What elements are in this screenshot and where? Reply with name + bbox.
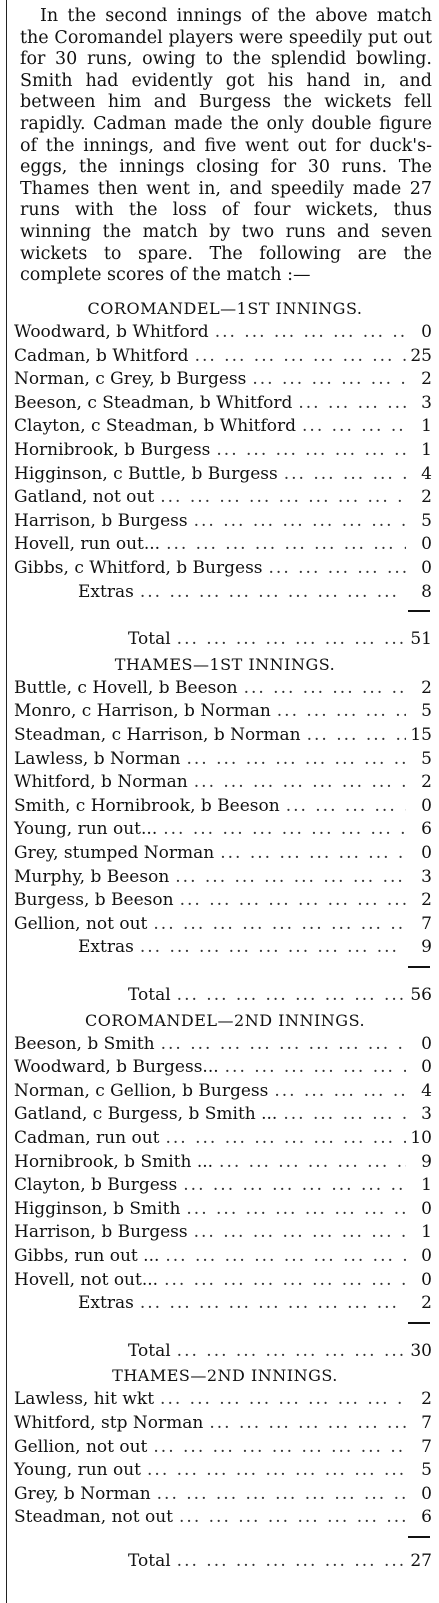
- leader-dots: [209, 321, 406, 344]
- score-row: [14, 889, 432, 912]
- leader-dots: [238, 677, 406, 700]
- runs-value: 9: [421, 937, 432, 958]
- runs-value: 0: [421, 1269, 432, 1290]
- batsman-name: Lawless, hit wkt: [14, 1389, 155, 1410]
- batsman-name: Gellion, not out: [14, 913, 148, 934]
- batsman-name: Hornibrook, b Smith ...: [14, 1151, 214, 1172]
- batsman-name: Harrison, b Burgess: [14, 510, 188, 531]
- total-rule: [408, 1536, 430, 1538]
- total-row: [14, 984, 432, 1007]
- runs-value: 2: [421, 772, 432, 793]
- runs-value: 0: [421, 795, 432, 816]
- leader-dots: [141, 1459, 406, 1482]
- leader-dots: [292, 392, 406, 415]
- leader-dots: [301, 724, 406, 747]
- score-row: [14, 1056, 432, 1079]
- leader-dots: [171, 984, 406, 1007]
- leader-dots: [180, 1198, 406, 1221]
- total-rule: [408, 966, 430, 968]
- batsman-name: Murphy, b Beeson: [14, 866, 170, 887]
- runs-value: 0: [421, 322, 432, 342]
- runs-value: 0: [421, 1483, 432, 1504]
- runs-value: 15: [410, 725, 432, 745]
- leader-dots: [171, 628, 406, 651]
- runs-value: 5: [421, 701, 432, 722]
- newspaper-column: [6, 0, 432, 1603]
- leader-dots: [246, 368, 406, 391]
- runs-value: 5: [421, 1460, 432, 1481]
- leader-dots: [219, 1056, 406, 1079]
- score-row: [14, 415, 432, 438]
- leader-dots: [157, 818, 406, 841]
- batsman-name: Norman, c Gellion, b Burgess: [14, 1080, 269, 1101]
- total-row: [14, 1550, 432, 1573]
- leader-dots: [171, 1550, 406, 1573]
- runs-value: 2: [421, 487, 432, 508]
- score-row: [14, 1459, 432, 1482]
- leader-dots: [189, 345, 406, 368]
- innings-heading: THAMES—2ND INNINGS.: [112, 1366, 338, 1386]
- runs-value: 10: [410, 1128, 432, 1148]
- score-row: [14, 321, 432, 344]
- score-row: [14, 818, 432, 841]
- score-row: [14, 1127, 432, 1150]
- leader-dots: [147, 1436, 406, 1459]
- leader-dots: [151, 1483, 406, 1506]
- runs-value: 6: [421, 1507, 432, 1528]
- batsman-name: Monro, c Harrison, b Norman: [14, 701, 271, 722]
- batsman-name: Gibbs, run out ...: [14, 1246, 160, 1266]
- runs-value: 2: [421, 369, 432, 390]
- leader-dots: [160, 533, 406, 556]
- extras-row: [14, 581, 432, 604]
- score-row: [14, 368, 432, 391]
- leader-dots: [296, 415, 406, 438]
- leader-dots: [159, 1127, 406, 1150]
- runs-value: 0: [421, 558, 432, 578]
- score-row: [14, 439, 432, 462]
- leader-dots: [188, 771, 406, 794]
- match-report: [20, 6, 432, 287]
- score-row: [14, 463, 432, 486]
- score-row: [14, 486, 432, 509]
- leader-dots: [214, 842, 406, 865]
- score-row: [14, 557, 432, 580]
- score-row: [14, 1221, 432, 1244]
- leader-dots: [180, 748, 406, 771]
- runs-value: 2: [421, 1293, 432, 1314]
- batsman-name: Steadman, c Harrison, b Norman: [14, 725, 301, 745]
- leader-dots: [174, 889, 406, 912]
- score-row: [14, 510, 432, 533]
- leader-dots: [210, 439, 406, 462]
- innings-heading: COROMANDEL—1ST INNINGS.: [87, 299, 363, 318]
- leader-dots: [158, 1269, 406, 1292]
- runs-value: 3: [421, 866, 432, 887]
- runs-value: 1: [421, 440, 432, 460]
- report-paragraph: In the second innings of the above match the Coromandel players were speedily put out for 30 runs, owing to the splendid bowling. Smith had evidently got his hand in, and between him and Burgess the wickets fell rapidly. Cadman made the only double figure of the innings, and five went out for duck's-eggs, the innings closing for 30 runs. The Thames then went in, and speedily made 27 runs with the loss of four wickets, thus winning the match by two runs and seven wickets to spare. The following are the complete scores of the match :—: [20, 6, 432, 286]
- total-rule: [408, 1322, 430, 1324]
- score-row: [14, 1080, 432, 1103]
- batsman-name: Grey, b Norman: [14, 1483, 151, 1504]
- score-row: [14, 345, 432, 368]
- batsman-name: Whitford, stp Norman: [14, 1413, 204, 1433]
- batsman-name: Lawless, b Norman: [14, 748, 181, 769]
- batsman-name: Extras: [78, 937, 134, 958]
- leader-dots: [155, 1033, 406, 1056]
- runs-value: 27: [410, 1551, 432, 1571]
- leader-dots: [280, 795, 406, 818]
- batsman-name: Total: [128, 1551, 171, 1571]
- runs-value: 8: [421, 581, 432, 602]
- batsman-name: Total: [128, 1340, 171, 1361]
- runs-value: 3: [421, 392, 432, 413]
- batsman-name: Cadman, run out: [14, 1128, 160, 1148]
- total-row: [14, 1340, 432, 1363]
- runs-value: 0: [421, 1198, 432, 1219]
- batsman-name: Woodward, b Burgess...: [14, 1057, 219, 1078]
- batsman-name: Gibbs, c Whitford, b Burgess: [14, 558, 263, 578]
- runs-value: 5: [421, 748, 432, 769]
- batsman-name: Hornibrook, b Burgess: [14, 440, 211, 460]
- batsman-name: Total: [128, 985, 171, 1005]
- score-row: [14, 842, 432, 865]
- score-row: [14, 1245, 432, 1268]
- runs-value: 4: [421, 1080, 432, 1101]
- leader-dots: [278, 463, 406, 486]
- runs-value: 0: [421, 1057, 432, 1078]
- leader-dots: [159, 1245, 406, 1268]
- score-row: [14, 677, 432, 700]
- innings-heading: THAMES—1ST INNINGS.: [114, 654, 336, 674]
- batsman-name: Young, run out: [14, 1460, 142, 1481]
- extras-row: [14, 1292, 432, 1315]
- runs-value: 25: [410, 345, 432, 366]
- runs-value: 51: [410, 629, 432, 650]
- score-row: [14, 913, 432, 936]
- extras-row: [14, 936, 432, 959]
- leader-dots: [134, 1292, 406, 1315]
- batsman-name: Hovell, not out...: [14, 1269, 159, 1290]
- batsman-name: Young, run out...: [14, 819, 158, 840]
- score-row: [14, 1412, 432, 1435]
- batsman-name: Harrison, b Burgess: [14, 1222, 188, 1243]
- runs-value: 2: [421, 1389, 432, 1410]
- leader-dots: [154, 1388, 406, 1411]
- batsman-name: Smith, c Hornibrook, b Beeson: [14, 795, 280, 816]
- leader-dots: [213, 1151, 406, 1174]
- score-row: [14, 1506, 432, 1529]
- batsman-name: Woodward, b Whitford: [14, 322, 209, 342]
- score-row: [14, 1033, 432, 1056]
- leader-dots: [147, 913, 406, 936]
- runs-value: 6: [421, 819, 432, 840]
- batsman-name: Higginson, b Smith: [14, 1198, 181, 1219]
- batsman-name: Cadman, b Whitford: [14, 345, 189, 366]
- score-row: [14, 1198, 432, 1221]
- runs-value: 1: [421, 416, 432, 437]
- leader-dots: [173, 1506, 406, 1529]
- score-row: [14, 748, 432, 771]
- runs-value: 4: [421, 463, 432, 484]
- leader-dots: [177, 1174, 406, 1197]
- runs-value: 7: [421, 913, 432, 934]
- score-row: [14, 1436, 432, 1459]
- leader-dots: [154, 486, 406, 509]
- column-rule: [6, 0, 7, 1603]
- score-row: [14, 1388, 432, 1411]
- batsman-name: Higginson, c Buttle, b Burgess: [14, 463, 278, 484]
- runs-value: 0: [421, 534, 432, 555]
- runs-value: 0: [421, 1246, 432, 1266]
- batsman-name: Hovell, run out...: [14, 534, 161, 555]
- leader-dots: [188, 510, 406, 533]
- runs-value: 5: [421, 510, 432, 531]
- leader-dots: [171, 1340, 406, 1363]
- runs-value: 0: [421, 843, 432, 863]
- batsman-name: Gatland, c Burgess, b Smith ...: [14, 1104, 278, 1125]
- batsman-name: Clayton, b Burgess: [14, 1175, 178, 1196]
- runs-value: 2: [421, 890, 432, 911]
- score-row: [14, 1174, 432, 1197]
- total-rule: [408, 610, 430, 612]
- batsman-name: Steadman, not out: [14, 1507, 174, 1528]
- batsman-name: Grey, stumped Norman: [14, 843, 215, 863]
- score-row: [14, 533, 432, 556]
- batsman-name: Extras: [78, 581, 134, 602]
- score-row: [14, 1269, 432, 1292]
- batsman-name: Total: [128, 629, 171, 650]
- leader-dots: [134, 581, 406, 604]
- batsman-name: Burgess, b Beeson: [14, 890, 174, 911]
- leader-dots: [271, 700, 406, 723]
- runs-value: 9: [421, 1151, 432, 1172]
- score-row: [14, 724, 432, 747]
- runs-value: 7: [421, 1436, 432, 1457]
- runs-value: 30: [410, 1340, 432, 1361]
- batsman-name: Buttle, c Hovell, b Beeson: [14, 677, 238, 698]
- leader-dots: [169, 866, 406, 889]
- batsman-name: Norman, c Grey, b Burgess: [14, 369, 247, 390]
- score-row: [14, 392, 432, 415]
- runs-value: 1: [421, 1175, 432, 1196]
- leader-dots: [134, 936, 406, 959]
- score-row: [14, 795, 432, 818]
- batsman-name: Beeson, c Steadman, b Whitford: [14, 392, 293, 413]
- runs-value: 3: [421, 1104, 432, 1125]
- batsman-name: Gatland, not out: [14, 487, 155, 508]
- leader-dots: [277, 1103, 406, 1126]
- leader-dots: [188, 1221, 406, 1244]
- score-row: [14, 771, 432, 794]
- batsman-name: Beeson, b Smith: [14, 1033, 155, 1054]
- runs-value: 7: [421, 1413, 432, 1433]
- score-row: [14, 1151, 432, 1174]
- leader-dots: [268, 1080, 406, 1103]
- score-row: [14, 700, 432, 723]
- batsman-name: Clayton, c Steadman, b Whitford: [14, 416, 297, 437]
- runs-value: 1: [421, 1222, 432, 1243]
- leader-dots: [203, 1412, 406, 1435]
- score-row: [14, 1483, 432, 1506]
- runs-value: 0: [421, 1033, 432, 1054]
- batsman-name: Gellion, not out: [14, 1436, 148, 1457]
- score-row: [14, 1103, 432, 1126]
- batsman-name: Extras: [78, 1293, 134, 1314]
- leader-dots: [263, 557, 406, 580]
- innings-heading: COROMANDEL—2ND INNINGS.: [84, 1010, 366, 1030]
- score-row: [14, 866, 432, 889]
- runs-value: 56: [410, 985, 432, 1005]
- total-row: [14, 628, 432, 651]
- runs-value: 2: [421, 677, 432, 698]
- batsman-name: Whitford, b Norman: [14, 772, 188, 793]
